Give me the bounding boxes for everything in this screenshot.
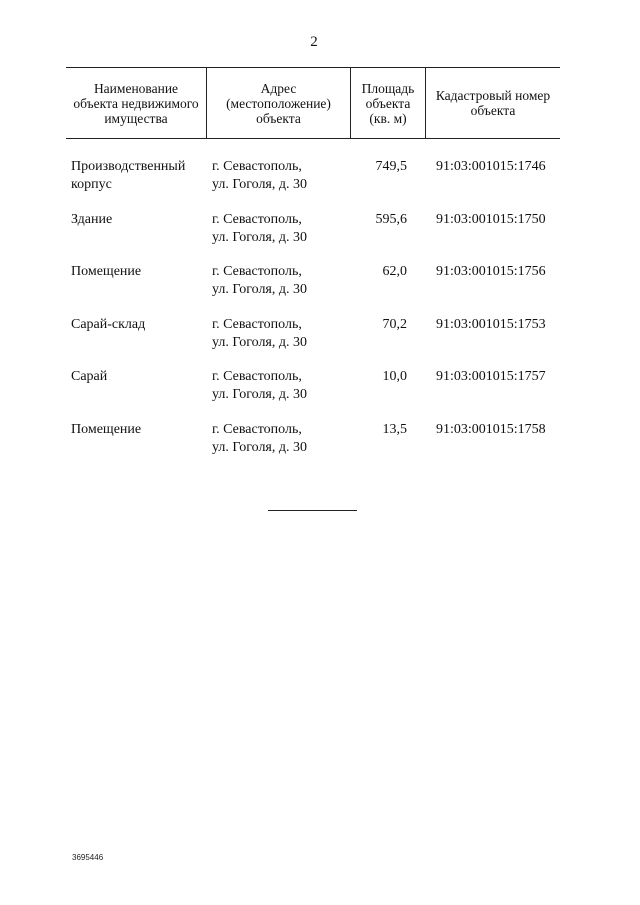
object-name: Помещение	[71, 264, 142, 279]
address-line: г. Севастополь,	[212, 264, 302, 279]
address-line: г. Севастополь,	[212, 421, 302, 437]
address-line: ул. Гоголя, д. 30	[212, 177, 307, 192]
table-row	[66, 158, 560, 211]
header-name: Наименование объекта недвижимого имущества	[73, 80, 199, 126]
address-line: ул. Гоголя, д. 30	[212, 439, 307, 455]
object-area: 62,0	[382, 264, 407, 279]
page-number: 2	[310, 34, 318, 50]
object-name: Сарай	[71, 369, 108, 384]
table-row	[66, 263, 560, 316]
end-divider	[268, 510, 357, 511]
header-area: Площадь объекта (кв. м)	[350, 68, 425, 138]
address-line: г. Севастополь,	[212, 369, 302, 384]
object-area: 749,5	[375, 159, 407, 174]
header-address: Адрес (местоположение) объекта	[206, 68, 350, 138]
object-area: 13,5	[382, 421, 407, 437]
cadastral-number: 91:03:001015:1757	[436, 369, 546, 384]
address-line: г. Севастополь,	[212, 316, 302, 332]
cadastral-number: 91:03:001015:1746	[436, 159, 546, 174]
object-area: 10,0	[382, 369, 407, 384]
object-name: Производственный корпус	[71, 159, 186, 192]
cadastral-number: 91:03:001015:1756	[436, 264, 546, 279]
header-cadastral: Кадастровый номер объекта	[425, 68, 560, 138]
object-name: Сарай-склад	[71, 316, 146, 332]
object-address	[206, 316, 350, 369]
table-row	[66, 211, 560, 264]
object-name: Здание	[71, 211, 113, 227]
cadastral-number: 91:03:001015:1758	[436, 421, 546, 437]
cadastral-number: 91:03:001015:1750	[436, 211, 546, 227]
table-header	[66, 67, 560, 139]
address-line: ул. Гоголя, д. 30	[212, 229, 307, 245]
address-line: г. Севастополь,	[212, 211, 302, 227]
table-body	[66, 158, 560, 473]
document-code: 3695446	[72, 853, 104, 862]
address-line: ул. Гоголя, д. 30	[212, 282, 307, 297]
object-address	[206, 421, 350, 474]
table-row	[66, 368, 560, 421]
object-area: 70,2	[382, 316, 407, 332]
object-name: Помещение	[71, 421, 142, 437]
table-row	[66, 421, 560, 474]
cadastral-number: 91:03:001015:1753	[436, 316, 546, 332]
object-address	[206, 211, 350, 264]
object-address	[206, 263, 350, 316]
table-row	[66, 316, 560, 369]
object-address	[206, 158, 350, 211]
address-line: ул. Гоголя, д. 30	[212, 334, 307, 350]
object-area: 595,6	[375, 211, 407, 227]
object-address	[206, 368, 350, 421]
address-line: ул. Гоголя, д. 30	[212, 387, 307, 402]
address-line: г. Севастополь,	[212, 159, 302, 174]
